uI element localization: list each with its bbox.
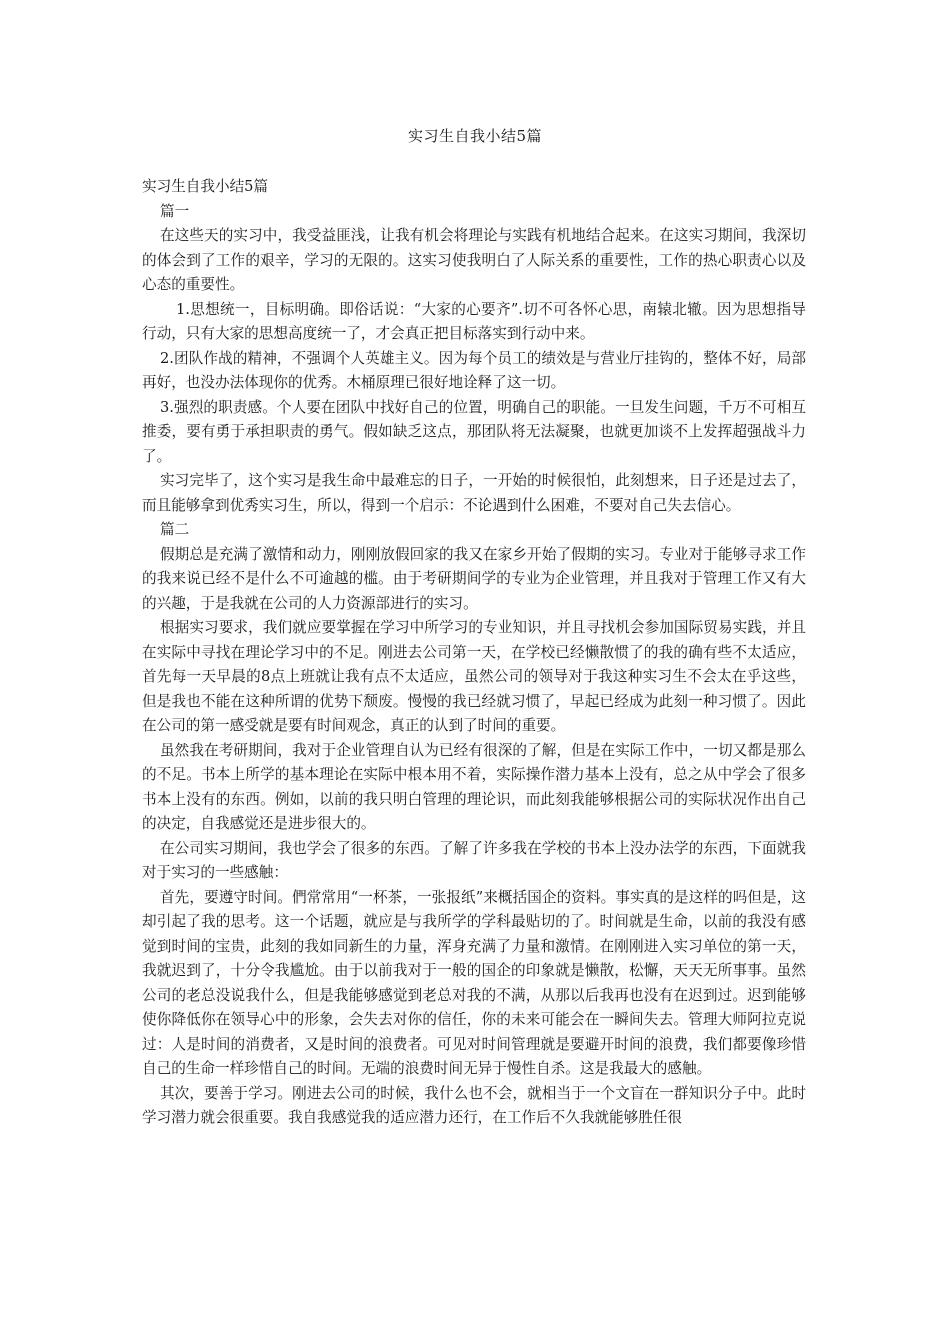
paragraph: 假期总是充满了激情和动力，刚刚放假回家的我又在家乡开始了假期的实习。专业对于能够寻求工作的我来说已经不是什么不可逾越的槛。由于考研期间学的专业为企业管理，并且我对于管理工作又有大的兴趣，于是我就在公司的人力资源部进行的实习。 xyxy=(142,545,806,612)
section-heading: 篇一 xyxy=(160,202,190,220)
list-item-paragraph: 1.思想统一，目标明确。即俗话说：“大家的心要齐”.切不可各怀心思，南辕北辙。因为思想指导行动，只有大家的思想高度统一了，才会真正把目标落实到行动中来。 xyxy=(142,300,806,342)
document-title: 实习生自我小结5篇 xyxy=(407,127,543,145)
paragraph: 实习完毕了，这个实习是我生命中最难忘的日子，一开始的时候很怕，此刻想来，日子还是过去了，而且能够拿到优秀实习生，所以，得到一个启示：不论遇到什么困难，不要对自己失去信心。 xyxy=(142,472,806,514)
paragraph: 首先，要遵守时间。們常常用“一杯茶，一张报纸”来概括国企的资料。事实真的是这样的吗但是，这却引起了我的思考。这一个话题，就应是与我所学的学科最贴切的了。时间就是生命，以前的我没有感觉到时间的宝贵，此刻的我如同新生的力量，浑身充满了力量和激情。在刚刚进入实习单位的第一天，我就迟到了，十分令我尴尬。由于以前我对于一般的国企的印象就是懒散，松懈，天天无所事事。虽然公司的老总没说我什么，但是我能够感觉到老总对我的不满，从那以后我再也没有在迟到过。迟到能够使你降低你在领导心中的形象，会失去对你的信任，你的未来可能会在一瞬间失去。管理大师阿拉克说过：人是时间的消费者，又是时间的浪费者。可见对时间管理就是要避开时间的浪费，我们都要像珍惜自己的生命一样珍惜自己的时间。无端的浪费时间无异于慢性自杀。这是我最大的感触。 xyxy=(142,888,806,1077)
paragraph: 虽然我在考研期间，我对于企业管理自认为已经有很深的了解，但是在实际工作中，一切又都是那么的不足。书本上所学的基本理论在实际中根本用不着，实际操作潜力基本上没有，总之从中学会了很多书本上没有的东西。例如，以前的我只明白管理的理论识，而此刻我能够根据公司的实际状况作出自己的决定，自我感觉还是进步很大的。 xyxy=(142,741,806,832)
document-body xyxy=(142,175,806,1131)
section-heading: 篇二 xyxy=(160,521,190,538)
paragraph: 在公司实习期间，我也学会了很多的东西。了解了许多我在学校的书本上没办法学的东西，下面就我对于实习的一些感触： xyxy=(142,839,806,881)
paragraph: 根据实习要求，我们就应要掌握在学习中所学习的专业知识，并且寻找机会参加国际贸易实践，并且在实际中寻找在理论学习中的不足。刚进去公司第一天，在学校已经懒散惯了的我的确有些不太适应，首先每一天早晨的8点上班就让我有点不太适应，虽然公司的领导对于我这种实习生不会太在乎这些，但是我也不能在这种所谓的优势下颓废。慢慢的我已经就习惯了，早起已经成为此刻一种习惯了。因此在公司的第一感受就是要有时间观念，真正的认到了时间的重要。 xyxy=(142,619,806,734)
paragraph: 在这些天的实习中，我受益匪浅，让我有机会将理论与实践有机地结合起来。在这实习期间，我深切的体会到了工作的艰辛，学习的无限的。这实习使我明白了人际关系的重要性，工作的热心职责心以及心态的重要性。 xyxy=(142,227,806,293)
document-subtitle: 实习生自我小结5篇 xyxy=(142,178,269,195)
paragraph: 其次，要善于学习。刚进去公司的时候，我什么也不会，就相当于一个文盲在一群知识分子中。此时学习潜力就会很重要。我自我感觉我的适应潜力还行，在工作后不久我就能够胜任很 xyxy=(142,1084,806,1126)
list-item-paragraph: 3.强烈的职责感。个人要在团队中找好自己的位置，明确自己的职能。一旦发生问题，千万不可相互推委，要有勇于承担职责的勇气。假如缺乏这点，那团队将无法凝聚，也就更加谈不上发挥超强战斗力了。 xyxy=(142,398,806,465)
list-item-paragraph: 2.团队作战的精神，不强调个人英雄主义。因为每个员工的绩效是与营业厅挂钩的，整体不好，局部再好，也没办法体现你的优秀。木桶原理已很好地诠释了这一切。 xyxy=(142,349,806,391)
